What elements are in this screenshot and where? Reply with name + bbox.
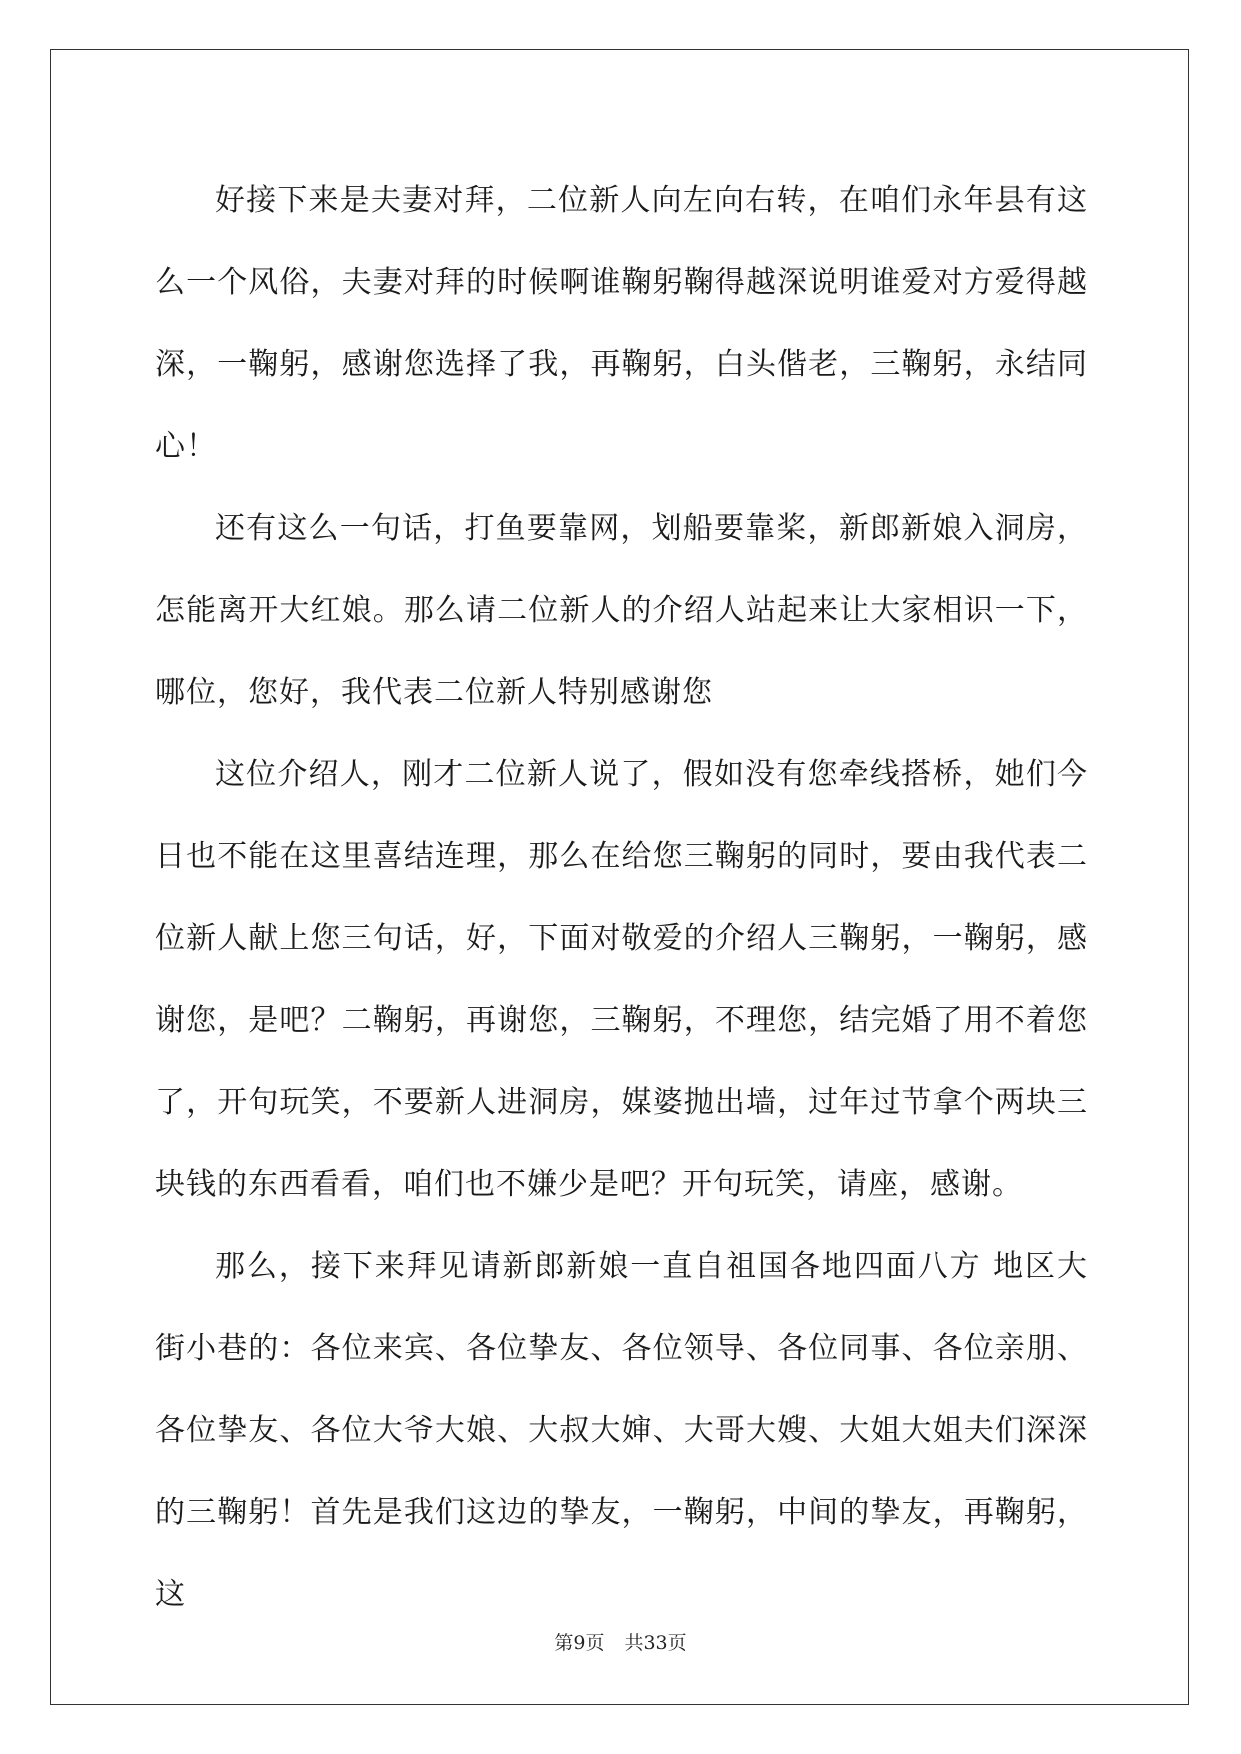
page-footer (0, 1628, 1241, 1655)
page-number: 第9页 (554, 1632, 605, 1654)
paragraph-1: 好接下来是夫妻对拜，二位新人向左向右转，在咱们永年县有这么一个风俗，夫妻对拜的时候啊谁鞠躬鞠得越深说明谁爱对方爱得越深，一鞠躬，感谢您选择了我，再鞠躬，白头偕老，三鞠躬，永结同心！ (155, 183, 1088, 464)
paragraph-2: 还有这么一句话，打鱼要靠网，划船要靠桨，新郎新娘入洞房，怎能离开大红娘。那么请二位新人的介绍人站起来让大家相识一下，哪位，您好，我代表二位新人特别感谢您 (155, 511, 1088, 710)
document-body (155, 160, 1088, 1636)
paragraph-4: 那么，接下来拜见请新郎新娘一直自祖国各地四面八方 地区大街小巷的：各位来宾、各位挚友、各位领导、各位同事、各位亲朋、各位挚友、各位大爷大娘、大叔大婶、大哥大嫂、大姐大姐夫们深深的三鞠躬！首先是我们这边的挚友，一鞠躬，中间的挚友，再鞠躬，这 (155, 1249, 1088, 1612)
paragraph-3: 这位介绍人，刚才二位新人说了，假如没有您牵线搭桥，她们今日也不能在这里喜结连理，那么在给您三鞠躬的同时，要由我代表二位新人献上您三句话，好，下面对敬爱的介绍人三鞠躬，一鞠躬，感谢您，是吧？二鞠躬，再谢您，三鞠躬，不理您，结完婚了用不着您了，开句玩笑，不要新人进洞房，媒婆抛出墙，过年过节拿个两块三块钱的东西看看，咱们也不嫌少是吧？开句玩笑，请座，感谢。 (155, 757, 1088, 1202)
page-total: 共33页 (624, 1632, 687, 1654)
